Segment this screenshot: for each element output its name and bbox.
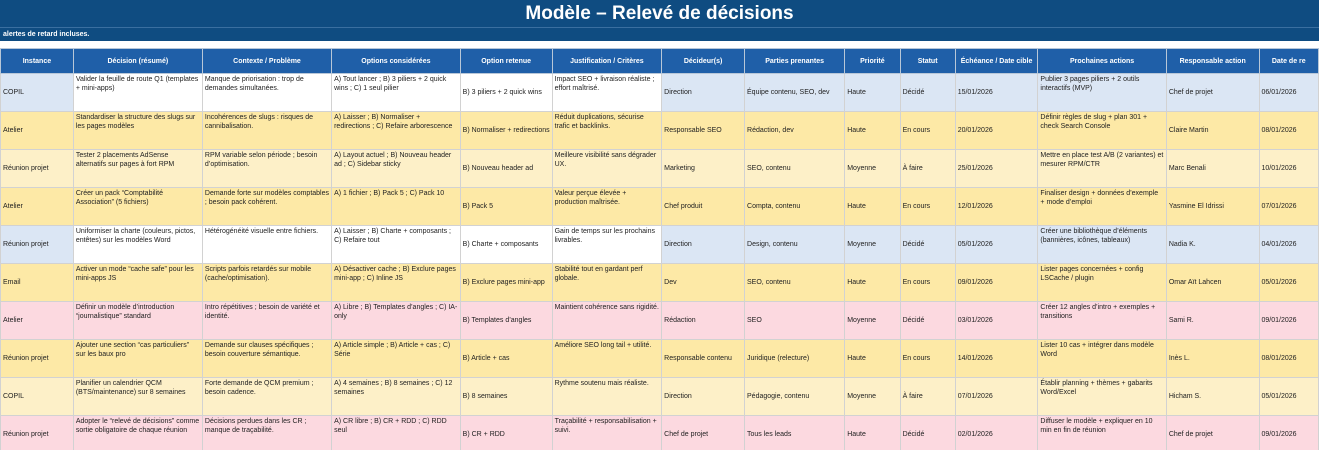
cell-decider[interactable]: Chef produit bbox=[662, 188, 745, 226]
cell-chosen-option[interactable]: B) Normaliser + redirections bbox=[460, 112, 552, 150]
cell-decider[interactable]: Direction bbox=[662, 74, 745, 112]
column-header-next-actions[interactable]: Prochaines actions bbox=[1038, 49, 1166, 74]
cell-decider[interactable]: Chef de projet bbox=[662, 416, 745, 450]
column-header-stakeholders[interactable]: Parties prenantes bbox=[745, 49, 845, 74]
cell-review-date[interactable]: 10/01/2026 bbox=[1259, 150, 1319, 188]
cell-options[interactable]: A) 4 semaines ; B) 8 semaines ; C) 12 semaines bbox=[332, 378, 461, 416]
column-header-review-date[interactable]: Date de re bbox=[1259, 49, 1319, 74]
sheet-title: Modèle – Relevé de décisions bbox=[0, 0, 1319, 27]
cell-instance[interactable]: Réunion projet bbox=[1, 416, 74, 450]
cell-review-date[interactable]: 08/01/2026 bbox=[1259, 340, 1319, 378]
column-header-justification[interactable]: Justification / Critères bbox=[552, 49, 662, 74]
cell-priority[interactable]: Haute bbox=[845, 264, 900, 302]
cell-action-owner[interactable]: Omar Aït Lahcen bbox=[1166, 264, 1259, 302]
cell-priority[interactable]: Haute bbox=[845, 340, 900, 378]
decision-table-container bbox=[0, 48, 1319, 450]
cell-options[interactable]: A) Tout lancer ; B) 3 piliers + 2 quick wins ; C) 1 seul pilier bbox=[332, 74, 461, 112]
table-row[interactable] bbox=[1, 416, 1319, 450]
cell-status[interactable]: En cours bbox=[900, 264, 955, 302]
cell-decision[interactable]: Standardiser la structure des slugs sur les pages modèles bbox=[73, 112, 202, 150]
decision-table[interactable] bbox=[0, 48, 1319, 450]
cell-review-date[interactable]: 09/01/2026 bbox=[1259, 416, 1319, 450]
cell-context[interactable]: Manque de priorisation : trop de demandes simultanées. bbox=[202, 74, 331, 112]
cell-next-actions[interactable]: Créer une bibliothèque d’éléments (bannières, icônes, tableaux) bbox=[1038, 226, 1166, 264]
cell-due-date[interactable]: 02/01/2026 bbox=[955, 416, 1038, 450]
cell-decision[interactable]: Valider la feuille de route Q1 (templates + mini-apps) bbox=[73, 74, 202, 112]
cell-decision[interactable]: Ajouter une section “cas particuliers” sur les baux pro bbox=[73, 340, 202, 378]
cell-due-date[interactable]: 05/01/2026 bbox=[955, 226, 1038, 264]
cell-next-actions[interactable]: Créer 12 angles d’intro + exemples + transitions bbox=[1038, 302, 1166, 340]
cell-priority[interactable]: Moyenne bbox=[845, 150, 900, 188]
cell-chosen-option[interactable]: B) 8 semaines bbox=[460, 378, 552, 416]
cell-next-actions[interactable]: Publier 3 pages piliers + 2 outils interactifs (MVP) bbox=[1038, 74, 1166, 112]
cell-chosen-option[interactable]: B) Charte + composants bbox=[460, 226, 552, 264]
cell-chosen-option[interactable]: B) Pack 5 bbox=[460, 188, 552, 226]
cell-action-owner[interactable]: Sami R. bbox=[1166, 302, 1259, 340]
cell-next-actions[interactable]: Mettre en place test A/B (2 variantes) et mesurer RPM/CTR bbox=[1038, 150, 1166, 188]
cell-review-date[interactable]: 04/01/2026 bbox=[1259, 226, 1319, 264]
cell-decider[interactable]: Marketing bbox=[662, 150, 745, 188]
cell-chosen-option[interactable]: B) Article + cas bbox=[460, 340, 552, 378]
cell-context[interactable]: RPM variable selon période ; besoin d’optimisation. bbox=[202, 150, 331, 188]
cell-status[interactable]: En cours bbox=[900, 188, 955, 226]
cell-options[interactable]: A) Layout actuel ; B) Nouveau header ad ; C) Sidebar sticky bbox=[332, 150, 461, 188]
cell-options[interactable]: A) 1 fichier ; B) Pack 5 ; C) Pack 10 bbox=[332, 188, 461, 226]
cell-action-owner[interactable]: Yasmine El Idrissi bbox=[1166, 188, 1259, 226]
sheet-subtitle: alertes de retard incluses. bbox=[0, 27, 1319, 41]
cell-due-date[interactable]: 20/01/2026 bbox=[955, 112, 1038, 150]
cell-decider[interactable]: Rédaction bbox=[662, 302, 745, 340]
cell-status[interactable]: À faire bbox=[900, 378, 955, 416]
cell-stakeholders[interactable]: SEO, contenu bbox=[745, 150, 845, 188]
cell-context[interactable]: Intro répétitives ; besoin de variété et identité. bbox=[202, 302, 331, 340]
cell-review-date[interactable]: 07/01/2026 bbox=[1259, 188, 1319, 226]
column-header-chosen-option[interactable]: Option retenue bbox=[460, 49, 552, 74]
cell-stakeholders[interactable]: Tous les leads bbox=[745, 416, 845, 450]
cell-context[interactable]: Hétérogénéité visuelle entre fichiers. bbox=[202, 226, 331, 264]
cell-options[interactable]: A) Article simple ; B) Article + cas ; C) Série bbox=[332, 340, 461, 378]
cell-justification[interactable]: Traçabilité + responsabilisation + suivi. bbox=[552, 416, 662, 450]
column-header-context[interactable]: Contexte / Problème bbox=[202, 49, 331, 74]
cell-next-actions[interactable]: Lister 10 cas + intégrer dans modèle Word bbox=[1038, 340, 1166, 378]
column-header-action-owner[interactable]: Responsable action bbox=[1166, 49, 1259, 74]
cell-context[interactable]: Demande forte sur modèles comptables ; besoin pack cohérent. bbox=[202, 188, 331, 226]
cell-action-owner[interactable]: Chef de projet bbox=[1166, 74, 1259, 112]
cell-justification[interactable]: Maintient cohérence sans rigidité. bbox=[552, 302, 662, 340]
cell-justification[interactable]: Réduit duplications, sécurise trafic et backlinks. bbox=[552, 112, 662, 150]
cell-decider[interactable]: Responsable contenu bbox=[662, 340, 745, 378]
cell-context[interactable]: Demande sur clauses spécifiques ; besoin couverture sémantique. bbox=[202, 340, 331, 378]
cell-priority[interactable]: Moyenne bbox=[845, 378, 900, 416]
cell-instance[interactable]: Email bbox=[1, 264, 74, 302]
cell-instance[interactable]: Réunion projet bbox=[1, 150, 74, 188]
table-row[interactable] bbox=[1, 188, 1319, 226]
cell-action-owner[interactable]: Inès L. bbox=[1166, 340, 1259, 378]
cell-stakeholders[interactable]: Compta, contenu bbox=[745, 188, 845, 226]
cell-decision[interactable]: Créer un pack “Comptabilité Association” (5 fichiers) bbox=[73, 188, 202, 226]
cell-instance[interactable]: Atelier bbox=[1, 302, 74, 340]
cell-priority[interactable]: Moyenne bbox=[845, 302, 900, 340]
column-header-priority[interactable]: Priorité bbox=[845, 49, 900, 74]
cell-chosen-option[interactable]: B) Exclure pages mini-app bbox=[460, 264, 552, 302]
cell-status[interactable]: À faire bbox=[900, 150, 955, 188]
cell-options[interactable]: A) Laisser ; B) Charte + composants ; C) Refaire tout bbox=[332, 226, 461, 264]
cell-action-owner[interactable]: Marc Benali bbox=[1166, 150, 1259, 188]
cell-options[interactable]: A) Laisser ; B) Normaliser + redirections ; C) Refaire arborescence bbox=[332, 112, 461, 150]
cell-decision[interactable]: Tester 2 placements AdSense alternatifs sur pages à fort RPM bbox=[73, 150, 202, 188]
cell-justification[interactable]: Impact SEO + livraison réaliste ; effort maîtrisé. bbox=[552, 74, 662, 112]
cell-justification[interactable]: Valeur perçue élevée + production maîtrisée. bbox=[552, 188, 662, 226]
cell-context[interactable]: Scripts parfois retardés sur mobile (cache/optimisation). bbox=[202, 264, 331, 302]
cell-decision[interactable]: Activer un mode “cache safe” pour les mini-apps JS bbox=[73, 264, 202, 302]
cell-due-date[interactable]: 14/01/2026 bbox=[955, 340, 1038, 378]
cell-decider[interactable]: Dev bbox=[662, 264, 745, 302]
table-row[interactable] bbox=[1, 150, 1319, 188]
cell-justification[interactable]: Rythme soutenu mais réaliste. bbox=[552, 378, 662, 416]
cell-status[interactable]: Décidé bbox=[900, 302, 955, 340]
table-row[interactable] bbox=[1, 340, 1319, 378]
cell-priority[interactable]: Haute bbox=[845, 188, 900, 226]
column-header-status[interactable]: Statut bbox=[900, 49, 955, 74]
table-row[interactable] bbox=[1, 264, 1319, 302]
cell-priority[interactable]: Haute bbox=[845, 74, 900, 112]
column-header-decider[interactable]: Décideur(s) bbox=[662, 49, 745, 74]
cell-decision[interactable]: Adopter le “relevé de décisions” comme sortie obligatoire de chaque réunion bbox=[73, 416, 202, 450]
cell-chosen-option[interactable]: B) Nouveau header ad bbox=[460, 150, 552, 188]
cell-priority[interactable]: Moyenne bbox=[845, 226, 900, 264]
cell-context[interactable]: Décisions perdues dans les CR ; manque de traçabilité. bbox=[202, 416, 331, 450]
cell-options[interactable]: A) Libre ; B) Templates d’angles ; C) IA-only bbox=[332, 302, 461, 340]
cell-decision[interactable]: Définir un modèle d’introduction “journalistique” standard bbox=[73, 302, 202, 340]
cell-decision[interactable]: Uniformiser la charte (couleurs, pictos, entêtes) sur les modèles Word bbox=[73, 226, 202, 264]
cell-action-owner[interactable]: Claire Martin bbox=[1166, 112, 1259, 150]
cell-next-actions[interactable]: Définir règles de slug + plan 301 + check Search Console bbox=[1038, 112, 1166, 150]
cell-context[interactable]: Incohérences de slugs : risques de cannibalisation. bbox=[202, 112, 331, 150]
cell-status[interactable]: Décidé bbox=[900, 416, 955, 450]
cell-action-owner[interactable]: Nadia K. bbox=[1166, 226, 1259, 264]
cell-due-date[interactable]: 15/01/2026 bbox=[955, 74, 1038, 112]
column-header-options[interactable]: Options considérées bbox=[332, 49, 461, 74]
cell-review-date[interactable]: 08/01/2026 bbox=[1259, 112, 1319, 150]
cell-decider[interactable]: Direction bbox=[662, 226, 745, 264]
cell-next-actions[interactable]: Finaliser design + données d’exemple + mode d’emploi bbox=[1038, 188, 1166, 226]
cell-due-date[interactable]: 12/01/2026 bbox=[955, 188, 1038, 226]
column-header-due-date[interactable]: Échéance / Date cible bbox=[955, 49, 1038, 74]
cell-stakeholders[interactable]: Juridique (relecture) bbox=[745, 340, 845, 378]
cell-stakeholders[interactable]: Rédaction, dev bbox=[745, 112, 845, 150]
table-row[interactable] bbox=[1, 302, 1319, 340]
cell-due-date[interactable]: 03/01/2026 bbox=[955, 302, 1038, 340]
cell-decider[interactable]: Direction bbox=[662, 378, 745, 416]
cell-due-date[interactable]: 07/01/2026 bbox=[955, 378, 1038, 416]
cell-stakeholders[interactable]: SEO bbox=[745, 302, 845, 340]
cell-chosen-option[interactable]: B) 3 piliers + 2 quick wins bbox=[460, 74, 552, 112]
cell-instance[interactable]: Réunion projet bbox=[1, 340, 74, 378]
table-row[interactable] bbox=[1, 74, 1319, 112]
table-row[interactable] bbox=[1, 378, 1319, 416]
cell-justification[interactable]: Meilleure visibilité sans dégrader UX. bbox=[552, 150, 662, 188]
table-row[interactable] bbox=[1, 226, 1319, 264]
cell-instance[interactable]: COPIL bbox=[1, 378, 74, 416]
cell-options[interactable]: A) CR libre ; B) CR + RDD ; C) RDD seul bbox=[332, 416, 461, 450]
cell-review-date[interactable]: 09/01/2026 bbox=[1259, 302, 1319, 340]
cell-context[interactable]: Forte demande de QCM premium ; besoin cadence. bbox=[202, 378, 331, 416]
cell-decider[interactable]: Responsable SEO bbox=[662, 112, 745, 150]
cell-priority[interactable]: Haute bbox=[845, 112, 900, 150]
column-header-decision[interactable]: Décision (résumé) bbox=[73, 49, 202, 74]
cell-stakeholders[interactable]: Pédagogie, contenu bbox=[745, 378, 845, 416]
cell-review-date[interactable]: 06/01/2026 bbox=[1259, 74, 1319, 112]
cell-chosen-option[interactable]: B) CR + RDD bbox=[460, 416, 552, 450]
cell-justification[interactable]: Stabilité tout en gardant perf globale. bbox=[552, 264, 662, 302]
cell-chosen-option[interactable]: B) Templates d’angles bbox=[460, 302, 552, 340]
cell-action-owner[interactable]: Hicham S. bbox=[1166, 378, 1259, 416]
cell-stakeholders[interactable]: Équipe contenu, SEO, dev bbox=[745, 74, 845, 112]
table-row[interactable] bbox=[1, 112, 1319, 150]
cell-due-date[interactable]: 25/01/2026 bbox=[955, 150, 1038, 188]
cell-priority[interactable]: Haute bbox=[845, 416, 900, 450]
column-header-instance[interactable]: Instance bbox=[1, 49, 74, 74]
cell-review-date[interactable]: 05/01/2026 bbox=[1259, 378, 1319, 416]
cell-status[interactable]: En cours bbox=[900, 112, 955, 150]
cell-stakeholders[interactable]: Design, contenu bbox=[745, 226, 845, 264]
cell-options[interactable]: A) Désactiver cache ; B) Exclure pages mini-app ; C) Inline JS bbox=[332, 264, 461, 302]
cell-instance[interactable]: Atelier bbox=[1, 112, 74, 150]
cell-stakeholders[interactable]: SEO, contenu bbox=[745, 264, 845, 302]
cell-status[interactable]: Décidé bbox=[900, 74, 955, 112]
cell-decision[interactable]: Planifier un calendrier QCM (BTS/maintenance) sur 8 semaines bbox=[73, 378, 202, 416]
cell-instance[interactable]: COPIL bbox=[1, 74, 74, 112]
cell-next-actions[interactable]: Lister pages concernées + config LSCache / plugin bbox=[1038, 264, 1166, 302]
cell-justification[interactable]: Améliore SEO long tail + utilité. bbox=[552, 340, 662, 378]
cell-instance[interactable]: Atelier bbox=[1, 188, 74, 226]
cell-due-date[interactable]: 09/01/2026 bbox=[955, 264, 1038, 302]
cell-status[interactable]: En cours bbox=[900, 340, 955, 378]
cell-action-owner[interactable]: Chef de projet bbox=[1166, 416, 1259, 450]
cell-justification[interactable]: Gain de temps sur les prochains livrables. bbox=[552, 226, 662, 264]
cell-next-actions[interactable]: Diffuser le modèle + expliquer en 10 min en fin de réunion bbox=[1038, 416, 1166, 450]
header-row bbox=[1, 49, 1319, 74]
cell-next-actions[interactable]: Établir planning + thèmes + gabarits Word/Excel bbox=[1038, 378, 1166, 416]
cell-status[interactable]: Décidé bbox=[900, 226, 955, 264]
cell-review-date[interactable]: 05/01/2026 bbox=[1259, 264, 1319, 302]
cell-instance[interactable]: Réunion projet bbox=[1, 226, 74, 264]
